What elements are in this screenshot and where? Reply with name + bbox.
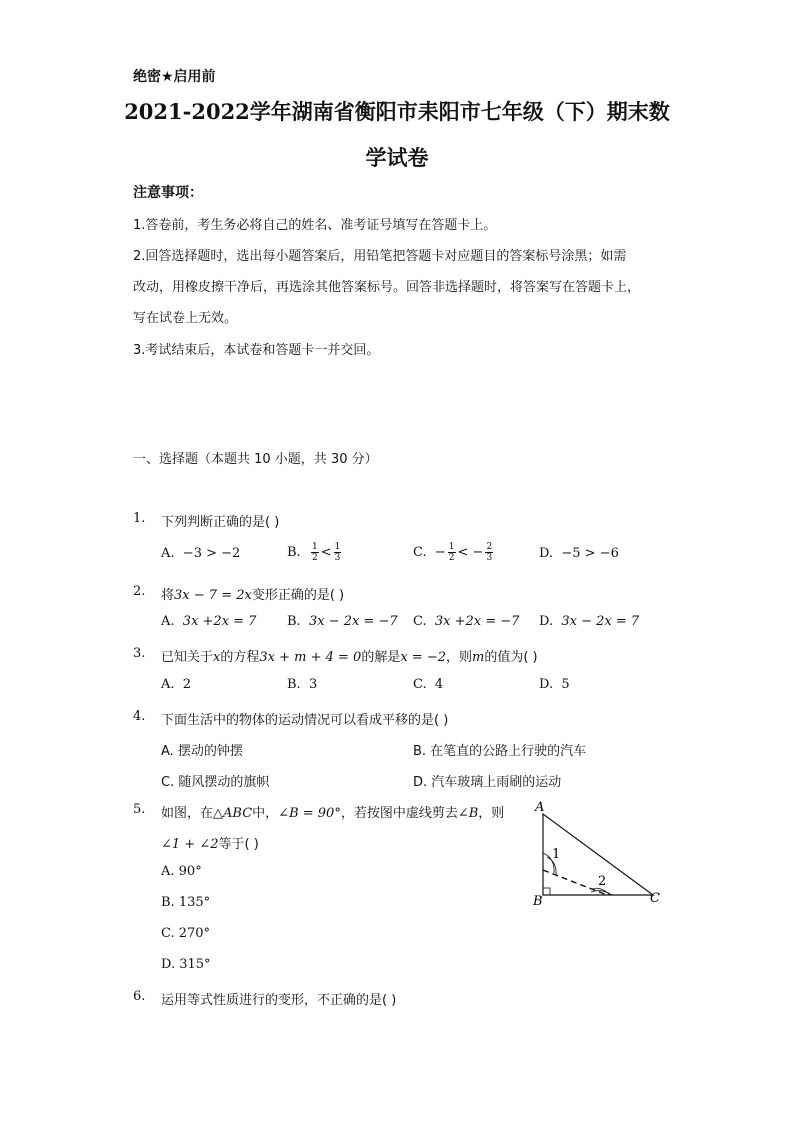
fraction: $\frac{1}{2}$ — [448, 542, 455, 563]
fraction: $\frac{1}{3}$ — [334, 542, 341, 563]
option-value: −3 > −2 — [182, 546, 241, 561]
question-2-option-d: D. 3x − 2x = 7 — [539, 614, 640, 629]
option-label: D. — [539, 546, 554, 561]
vertex-label-a: A — [535, 800, 545, 815]
question-2-option-a: A. 3x +2x = 7 — [161, 614, 257, 629]
question-4-option-d: D. 汽车玻璃上雨刷的运动 — [413, 775, 562, 790]
triangle-figure — [525, 798, 670, 910]
question-5-number: 5. — [133, 802, 146, 817]
question-5-option-a: A. 90° — [161, 864, 202, 879]
question-5-option-c: C. 270° — [161, 926, 211, 941]
question-3-option-c: C. 4 — [413, 677, 444, 692]
question-1-option-c: C. − $\frac{1}{2}$ < − $\frac{2}{3}$ — [413, 542, 493, 563]
question-6-text: 运用等式性质进行的变形，不正确的是( ) — [161, 993, 397, 1008]
fraction: $\frac{2}{3}$ — [486, 542, 493, 563]
question-1-text: 下列判断正确的是( ) — [161, 515, 280, 530]
option-label: C. — [413, 545, 427, 560]
question-4-number: 4. — [133, 709, 146, 724]
option-label: A. — [161, 546, 175, 561]
exam-title-line1: 2021-2022学年湖南省衡阳市耒阳市七年级（下）期末数 — [124, 99, 670, 124]
vertex-label-c: C — [650, 891, 660, 906]
question-5-option-b: B. 135° — [161, 895, 211, 910]
notice-item-2-line1: 2.回答选择题时，选出每小题答案后，用铅笔把答题卡对应题目的答案标号涂黑；如需 — [133, 249, 627, 264]
question-3-text: 已知关于x的方程3x + m + 4 = 0的解是x = −2，则m的值为( ) — [161, 650, 538, 665]
notice-item-1: 1.答卷前，考生务必将自己的姓名、准考证号填写在答题卡上。 — [133, 218, 497, 233]
angle-label-1: 1 — [552, 847, 561, 862]
question-1-option-d — [539, 546, 619, 561]
question-4-option-a: A. 摆动的钟摆 — [161, 744, 243, 759]
question-1-number: 1. — [133, 511, 146, 526]
notice-item-2-line3: 写在试卷上无效。 — [133, 311, 238, 326]
notice-heading: 注意事项： — [133, 185, 203, 201]
question-2-text: 将3x − 7 = 2x变形正确的是( ) — [161, 588, 345, 603]
vertex-label-b: B — [533, 894, 543, 909]
question-5-text-line1: 如图，在△ABC中，∠B = 90°，若按图中虚线剪去∠B，则 — [161, 806, 505, 821]
question-6-number: 6. — [133, 989, 146, 1004]
angle-label-2: 2 — [598, 874, 607, 889]
question-5-option-d: D. 315° — [161, 957, 211, 972]
confidential-label: 绝密★启用前 — [133, 69, 216, 85]
question-2-number: 2. — [133, 584, 146, 599]
notice-item-2-line2: 改动，用橡皮擦干净后，再选涂其他答案标号。回答非选择题时，将答案写在答题卡上， — [133, 280, 641, 295]
question-3-option-d: D. 5 — [539, 677, 570, 692]
exam-title-line2: 学试卷 — [365, 145, 429, 170]
question-4-option-c: C. 随风摆动的旗帜 — [161, 775, 270, 790]
option-value: −5 > −6 — [561, 546, 619, 561]
notice-item-3: 3.考试结束后，本试卷和答题卡一并交回。 — [133, 343, 380, 358]
question-1-option-a — [161, 546, 240, 561]
question-4-option-b: B. 在笔直的公路上行驶的汽车 — [413, 744, 587, 759]
question-2-option-b: B. 3x − 2x = −7 — [287, 614, 398, 629]
question-4-text: 下面生活中的物体的运动情况可以看成平移的是( ) — [161, 713, 449, 728]
question-3-option-a: A. 2 — [161, 677, 192, 692]
question-2-option-c: C. 3x +2x = −7 — [413, 614, 520, 629]
section-title: 一、选择题（本题共 10 小题，共 30 分） — [133, 452, 378, 467]
question-1-option-b: B. $\frac{1}{2}$ < $\frac{1}{3}$ — [287, 542, 341, 563]
question-3-number: 3. — [133, 646, 146, 661]
option-label: B. — [287, 545, 301, 560]
question-3-option-b: B. 3 — [287, 677, 318, 692]
question-5-text-line2: ∠1 + ∠2等于( ) — [161, 837, 259, 852]
fraction: $\frac{1}{2}$ — [311, 542, 318, 563]
